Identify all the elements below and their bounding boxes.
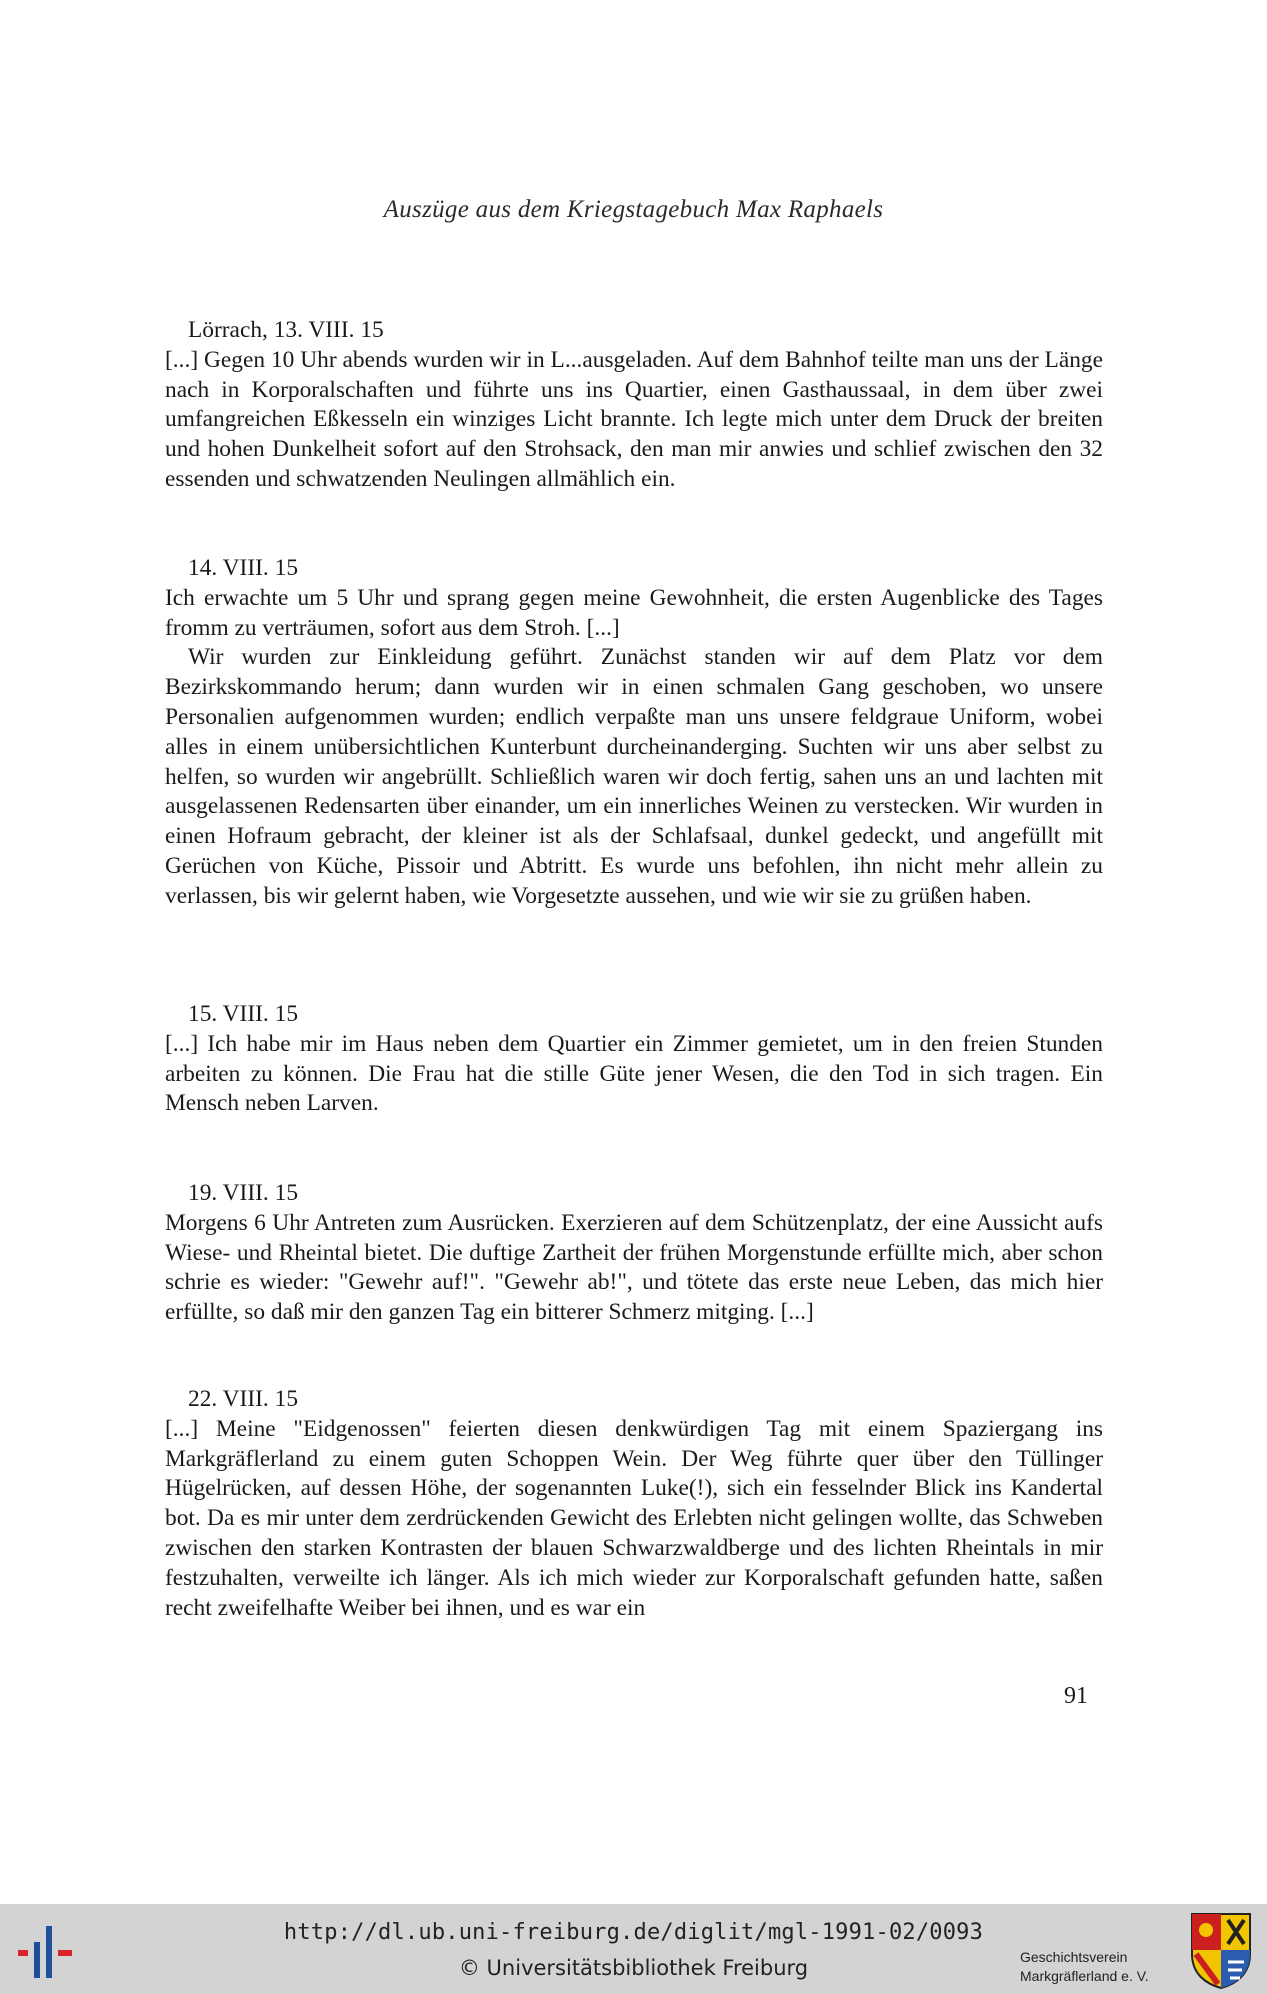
society-name-line2: Markgräflerland e. V. (1020, 1968, 1149, 1984)
diary-entry (165, 1385, 1103, 1623)
entry-paragraph: [...] Meine "Eidgenossen" feierten diesen denkwürdigen Tag mit einem Spaziergang ins Markgräflerland zu einem guten Schoppen Wein. Der Weg führte quer über den Tüllinger Hügelrücken, auf dessen Höhe, der sogenannten Luke(!), sich ein fesselnder Blick ins Kandertal bot. Da es mir unter dem zerdrückenden Gewicht des Erlebten nicht gelingen wollte, das Schweben zwischen den starken Kontrasten der blauen Schwarzwaldberge und des lichten Rheintals in mir festzuhalten, verweilte ich länger. Als ich mich wieder zur Korporalschaft gefunden hatte, saßen recht zweifelhafte Weiber bei ihnen, und es war ein (165, 1415, 1103, 1621)
entry-date: 15. VIII. 15 (188, 1001, 299, 1027)
entry-paragraph: Ich erwachte um 5 Uhr und sprang gegen meine Gewohnheit, die ersten Augenblicke des Tages fromm zu verträumen, sofort aus dem Stroh. [...] (165, 584, 1103, 641)
diary-entry (165, 1179, 1103, 1328)
entry-paragraph: [...] Ich habe mir im Haus neben dem Quartier ein Zimmer gemietet, um in den freien Stunden arbeiten zu können. Die Frau hat die stille Güte jener Wesen, die den Tod in sich tragen. Ein Mensch neben Larven. (165, 1030, 1103, 1117)
footer-bar (0, 1904, 1267, 1994)
society-name-line1: Geschichtsverein (1020, 1949, 1128, 1965)
entry-date: 22. VIII. 15 (188, 1386, 299, 1412)
entry-paragraph: [...] Gegen 10 Uhr abends wurden wir in L...ausgeladen. Auf dem Bahnhof teilte man uns der Länge nach in Korporalschaften und führte uns ins Quartier, einen Gasthaussaal, in dem über zwei umfangreichen Eßkesseln ein winziges Licht brannte. Ich legte mich unter dem Druck der breiten und hohen Dunkelheit sofort auf den Strohsack, den man mir anwies und schlief zwischen den 32 essenden und schwatzenden Neulingen allmählich ein. (165, 346, 1103, 492)
page-number: 91 (1064, 1683, 1088, 1709)
entry-date: 19. VIII. 15 (188, 1180, 299, 1206)
footer-url[interactable]: http://dl.ub.uni-freiburg.de/diglit/mgl-1991-02/0093 (283, 1920, 984, 1945)
entry-paragraph: Morgens 6 Uhr Antreten zum Ausrücken. Exerzieren auf dem Schützenplatz, der eine Aussicht aufs Wiese- und Rheintal bietet. Die duftige Zartheit der frühen Morgenstunde erfüllte mich, aber schon schrie es wieder: "Gewehr auf!". "Gewehr ab!", und tötete das erste neue Leben, das mich hier erfüllte, so daß mir den ganzen Tag ein bitterer Schmerz mitging. [...] (165, 1209, 1103, 1326)
society-name (1020, 1948, 1149, 1986)
entry-date: Lörrach, 13. VIII. 15 (188, 317, 384, 343)
diary-entry (165, 1000, 1103, 1119)
diary-entry (165, 554, 1103, 912)
entry-paragraph: Wir wurden zur Einkleidung geführt. Zunächst standen wir auf dem Platz vor dem Bezirkskommando herum; dann wurden wir in einen schmalen Gang geschoben, wo unsere Personalien aufgenommen wurden; endlich verpaßte man uns unsere feldgraue Uniform, wobei alles in einem unübersichtlichen Kunterbunt durcheinanderging. Suchten wir uns aber selbst zu helfen, so wurden wir angebrüllt. Schließlich waren wir doch fertig, sahen uns an und lachten mit ausgelassenen Redensarten über einander, um ein innerliches Weinen zu verstecken. Wir wurden in einen Hofraum gebracht, der kleiner ist als der Schlafsaal, dunkel gedeckt, und angefüllt mit Gerüchen von Küche, Pissoir und Abtritt. Es wurde uns befohlen, ihn nicht mehr allein zu verlassen, bis wir gelernt haben, wie Vorgesetzte aussehen, und wie wir sie zu grüßen haben. (165, 644, 1103, 909)
running-header: Auszüge aus dem Kriegstagebuch Max Raphaels (383, 196, 884, 223)
footer-copyright: © Universitätsbibliothek Freiburg (458, 1956, 809, 1980)
diary-entry (165, 316, 1103, 495)
society-crest-icon (1188, 1910, 1254, 1990)
entry-date: 14. VIII. 15 (188, 555, 299, 581)
